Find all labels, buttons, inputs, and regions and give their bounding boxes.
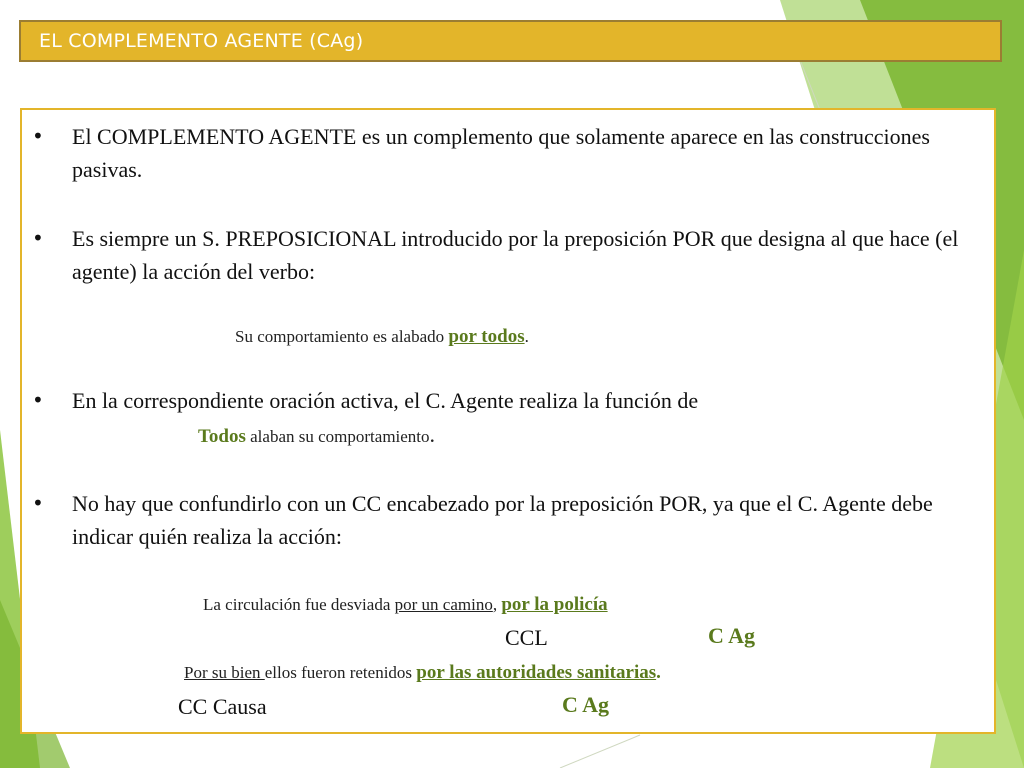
content-box — [20, 108, 996, 734]
example-text: Su comportamiento es alabado — [235, 327, 449, 346]
tag-ccl: CCL — [505, 625, 548, 650]
agent-phrase: por las autoridades sanitarias — [416, 662, 657, 683]
example-retenidos — [184, 662, 661, 684]
bullet-dot: • — [32, 124, 44, 148]
slide-title: EL COMPLEMENTO AGENTE (CAg) — [39, 30, 364, 52]
tag-cc-causa: CC Causa — [178, 694, 267, 719]
example-circulacion — [203, 594, 608, 616]
bullet-preposition — [32, 222, 972, 288]
example-sep: , — [492, 595, 502, 614]
agent-phrase: por todos — [448, 326, 525, 347]
bullet-active — [32, 384, 972, 417]
bullet-text: El COMPLEMENTO AGENTE es un complemento que solamente aparece en las construcciones pasivas. — [72, 124, 930, 182]
example-text: La circulación fue desviada — [203, 595, 395, 614]
agent-phrase: por la policía — [501, 594, 608, 615]
example-text: alaban su comportamiento — [245, 427, 430, 446]
subject-phrase: Todos — [198, 426, 246, 447]
bullet-text: Es siempre un S. PREPOSICIONAL introducido por la preposición POR que designa al que hace (el agente) la acción del verbo: — [72, 226, 959, 284]
bullet-text: En la correspondiente oración activa, el C. Agente realiza la función de — [72, 388, 699, 413]
example-punct: . — [656, 662, 661, 683]
bullet-text: No hay que confundirlo con un CC encabezado por la preposición POR, ya que el C. Agente debe indicar quién realiza la acción: — [72, 491, 933, 549]
cc-phrase: Por su bien — [184, 663, 265, 682]
example-text: ellos fueron retenidos — [264, 663, 417, 682]
bullet-dot: • — [32, 226, 44, 250]
slide-title-bar — [19, 20, 1002, 62]
example-active — [198, 422, 435, 448]
tag-c-ag: C Ag — [708, 623, 756, 648]
cc-phrase: por un camino — [394, 595, 493, 614]
tag-c-ag: C Ag — [562, 692, 610, 717]
bullet-confusion — [32, 487, 972, 553]
example-passive — [235, 326, 529, 348]
bullet-definition — [32, 120, 972, 186]
example-punct: . — [429, 422, 436, 447]
example-punct: . — [524, 327, 529, 346]
bullet-dot: • — [32, 388, 44, 412]
bullet-dot: • — [32, 491, 44, 515]
